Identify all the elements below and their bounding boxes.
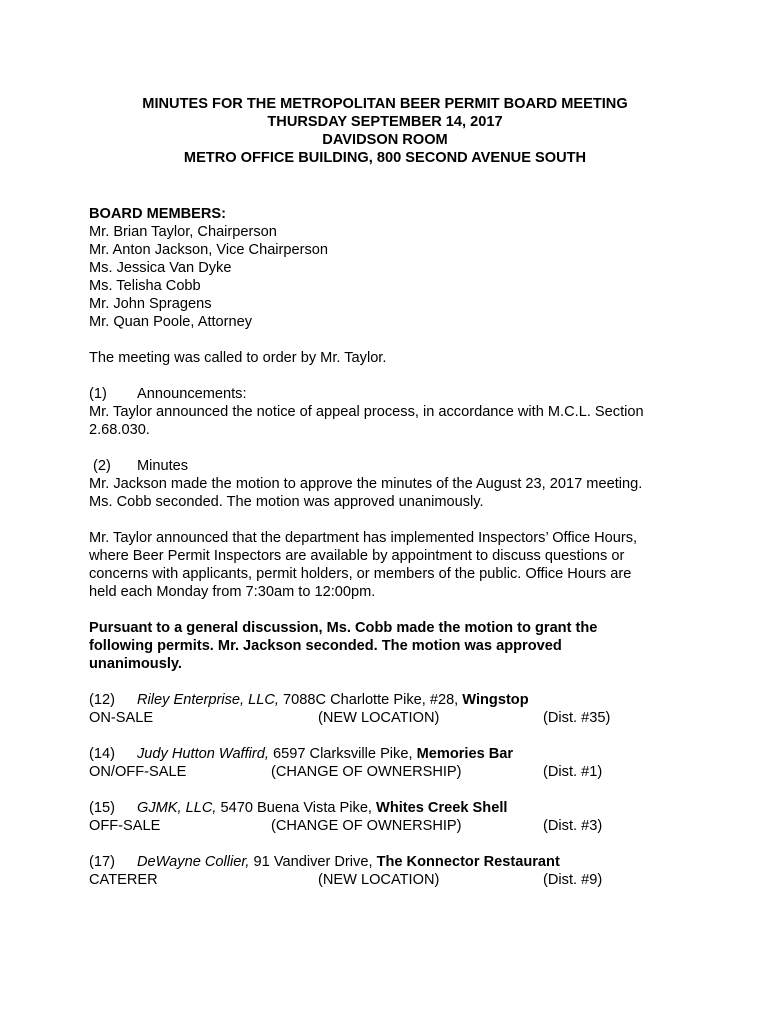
paragraph-line: Mr. Jackson made the motion to approve the minutes of the August 23, 2017 meeting. bbox=[89, 476, 643, 492]
permit-status: (CHANGE OF OWNERSHIP) bbox=[271, 818, 462, 834]
permit-type: OFF-SALE bbox=[89, 818, 161, 834]
permit-entry bbox=[89, 853, 689, 889]
header-date: THURSDAY SEPTEMBER 14, 2017 bbox=[267, 114, 503, 130]
permit-business: The Konnector Restaurant bbox=[376, 854, 560, 870]
header-address: METRO OFFICE BUILDING, 800 SECOND AVENUE SOUTH bbox=[183, 150, 587, 166]
item-number: (2) bbox=[93, 458, 111, 474]
permit-type: ON/OFF-SALE bbox=[89, 764, 187, 780]
board-member: Mr. Anton Jackson, Vice Chairperson bbox=[89, 242, 329, 258]
document-body bbox=[89, 205, 689, 889]
permit-number: (14) bbox=[89, 746, 115, 762]
permit-district: (Dist. #35) bbox=[543, 710, 611, 726]
permit-applicant: Riley Enterprise, LLC, bbox=[137, 692, 279, 708]
agenda-item-minutes bbox=[89, 457, 689, 511]
permit-address: 91 Vandiver Drive, bbox=[249, 854, 377, 870]
permit-applicant: Judy Hutton Waffird, bbox=[137, 746, 269, 762]
permit-business: Memories Bar bbox=[416, 746, 514, 762]
item-title: Announcements: bbox=[137, 386, 247, 402]
agenda-item-announcements bbox=[89, 385, 689, 439]
permit-type: CATERER bbox=[89, 872, 158, 888]
board-member: Mr. Brian Taylor, Chairperson bbox=[89, 224, 277, 240]
call-to-order: The meeting was called to order by Mr. Taylor. bbox=[89, 350, 387, 366]
header-title: MINUTES FOR THE METROPOLITAN BEER PERMIT BOARD MEETING bbox=[142, 96, 628, 112]
permit-business: Wingstop bbox=[462, 692, 529, 708]
paragraph-line: unanimously. bbox=[89, 656, 182, 672]
item-title: Minutes bbox=[137, 458, 189, 474]
permit-status: (NEW LOCATION) bbox=[318, 710, 440, 726]
permit-applicant: DeWayne Collier, bbox=[137, 854, 250, 870]
permit-applicant: GJMK, LLC, bbox=[137, 800, 217, 816]
board-member: Mr. Quan Poole, Attorney bbox=[89, 314, 253, 330]
paragraph-line: concerns with applicants, permit holders, or members of the public. Office Hours are bbox=[89, 566, 632, 582]
office-hours-paragraph bbox=[89, 529, 689, 601]
permit-status: (NEW LOCATION) bbox=[318, 872, 440, 888]
permit-entry bbox=[89, 799, 689, 835]
motion-paragraph bbox=[89, 619, 689, 673]
board-member: Ms. Telisha Cobb bbox=[89, 278, 201, 294]
permits-list bbox=[89, 673, 689, 889]
board-member: Mr. John Spragens bbox=[89, 296, 212, 312]
permit-entry bbox=[89, 691, 689, 727]
item-number: (1) bbox=[89, 386, 107, 402]
permit-address: 5470 Buena Vista Pike, bbox=[216, 800, 377, 816]
paragraph-line: 2.68.030. bbox=[89, 422, 150, 438]
permit-entry bbox=[89, 745, 689, 781]
paragraph-line: following permits. Mr. Jackson seconded. The motion was approved bbox=[89, 638, 562, 654]
permit-district: (Dist. #9) bbox=[543, 872, 603, 888]
paragraph-line: Mr. Taylor announced the notice of appeal process, in accordance with M.C.L. Section bbox=[89, 404, 644, 420]
paragraph-line: Ms. Cobb seconded. The motion was approved unanimously. bbox=[89, 494, 484, 510]
permit-number: (12) bbox=[89, 692, 115, 708]
permit-district: (Dist. #1) bbox=[543, 764, 603, 780]
permit-business: Whites Creek Shell bbox=[376, 800, 508, 816]
permit-type: ON-SALE bbox=[89, 710, 154, 726]
paragraph-line: where Beer Permit Inspectors are available by appointment to discuss questions or bbox=[89, 548, 625, 564]
paragraph-line: held each Monday from 7:30am to 12:00pm. bbox=[89, 584, 376, 600]
permit-address: 7088C Charlotte Pike, #28, bbox=[278, 692, 463, 708]
header-room: DAVIDSON ROOM bbox=[322, 132, 448, 148]
permit-district: (Dist. #3) bbox=[543, 818, 603, 834]
paragraph-line: Pursuant to a general discussion, Ms. Cobb made the motion to grant the bbox=[89, 620, 598, 636]
permit-address: 6597 Clarksville Pike, bbox=[268, 746, 417, 762]
permit-number: (15) bbox=[89, 800, 115, 816]
document-header bbox=[0, 95, 770, 167]
board-member: Ms. Jessica Van Dyke bbox=[89, 260, 232, 276]
permit-status: (CHANGE OF OWNERSHIP) bbox=[271, 764, 462, 780]
board-members-list bbox=[89, 223, 689, 331]
permit-number: (17) bbox=[89, 854, 115, 870]
board-members-heading: BOARD MEMBERS: bbox=[89, 206, 227, 222]
paragraph-line: Mr. Taylor announced that the department has implemented Inspectors’ Office Hours, bbox=[89, 530, 638, 546]
